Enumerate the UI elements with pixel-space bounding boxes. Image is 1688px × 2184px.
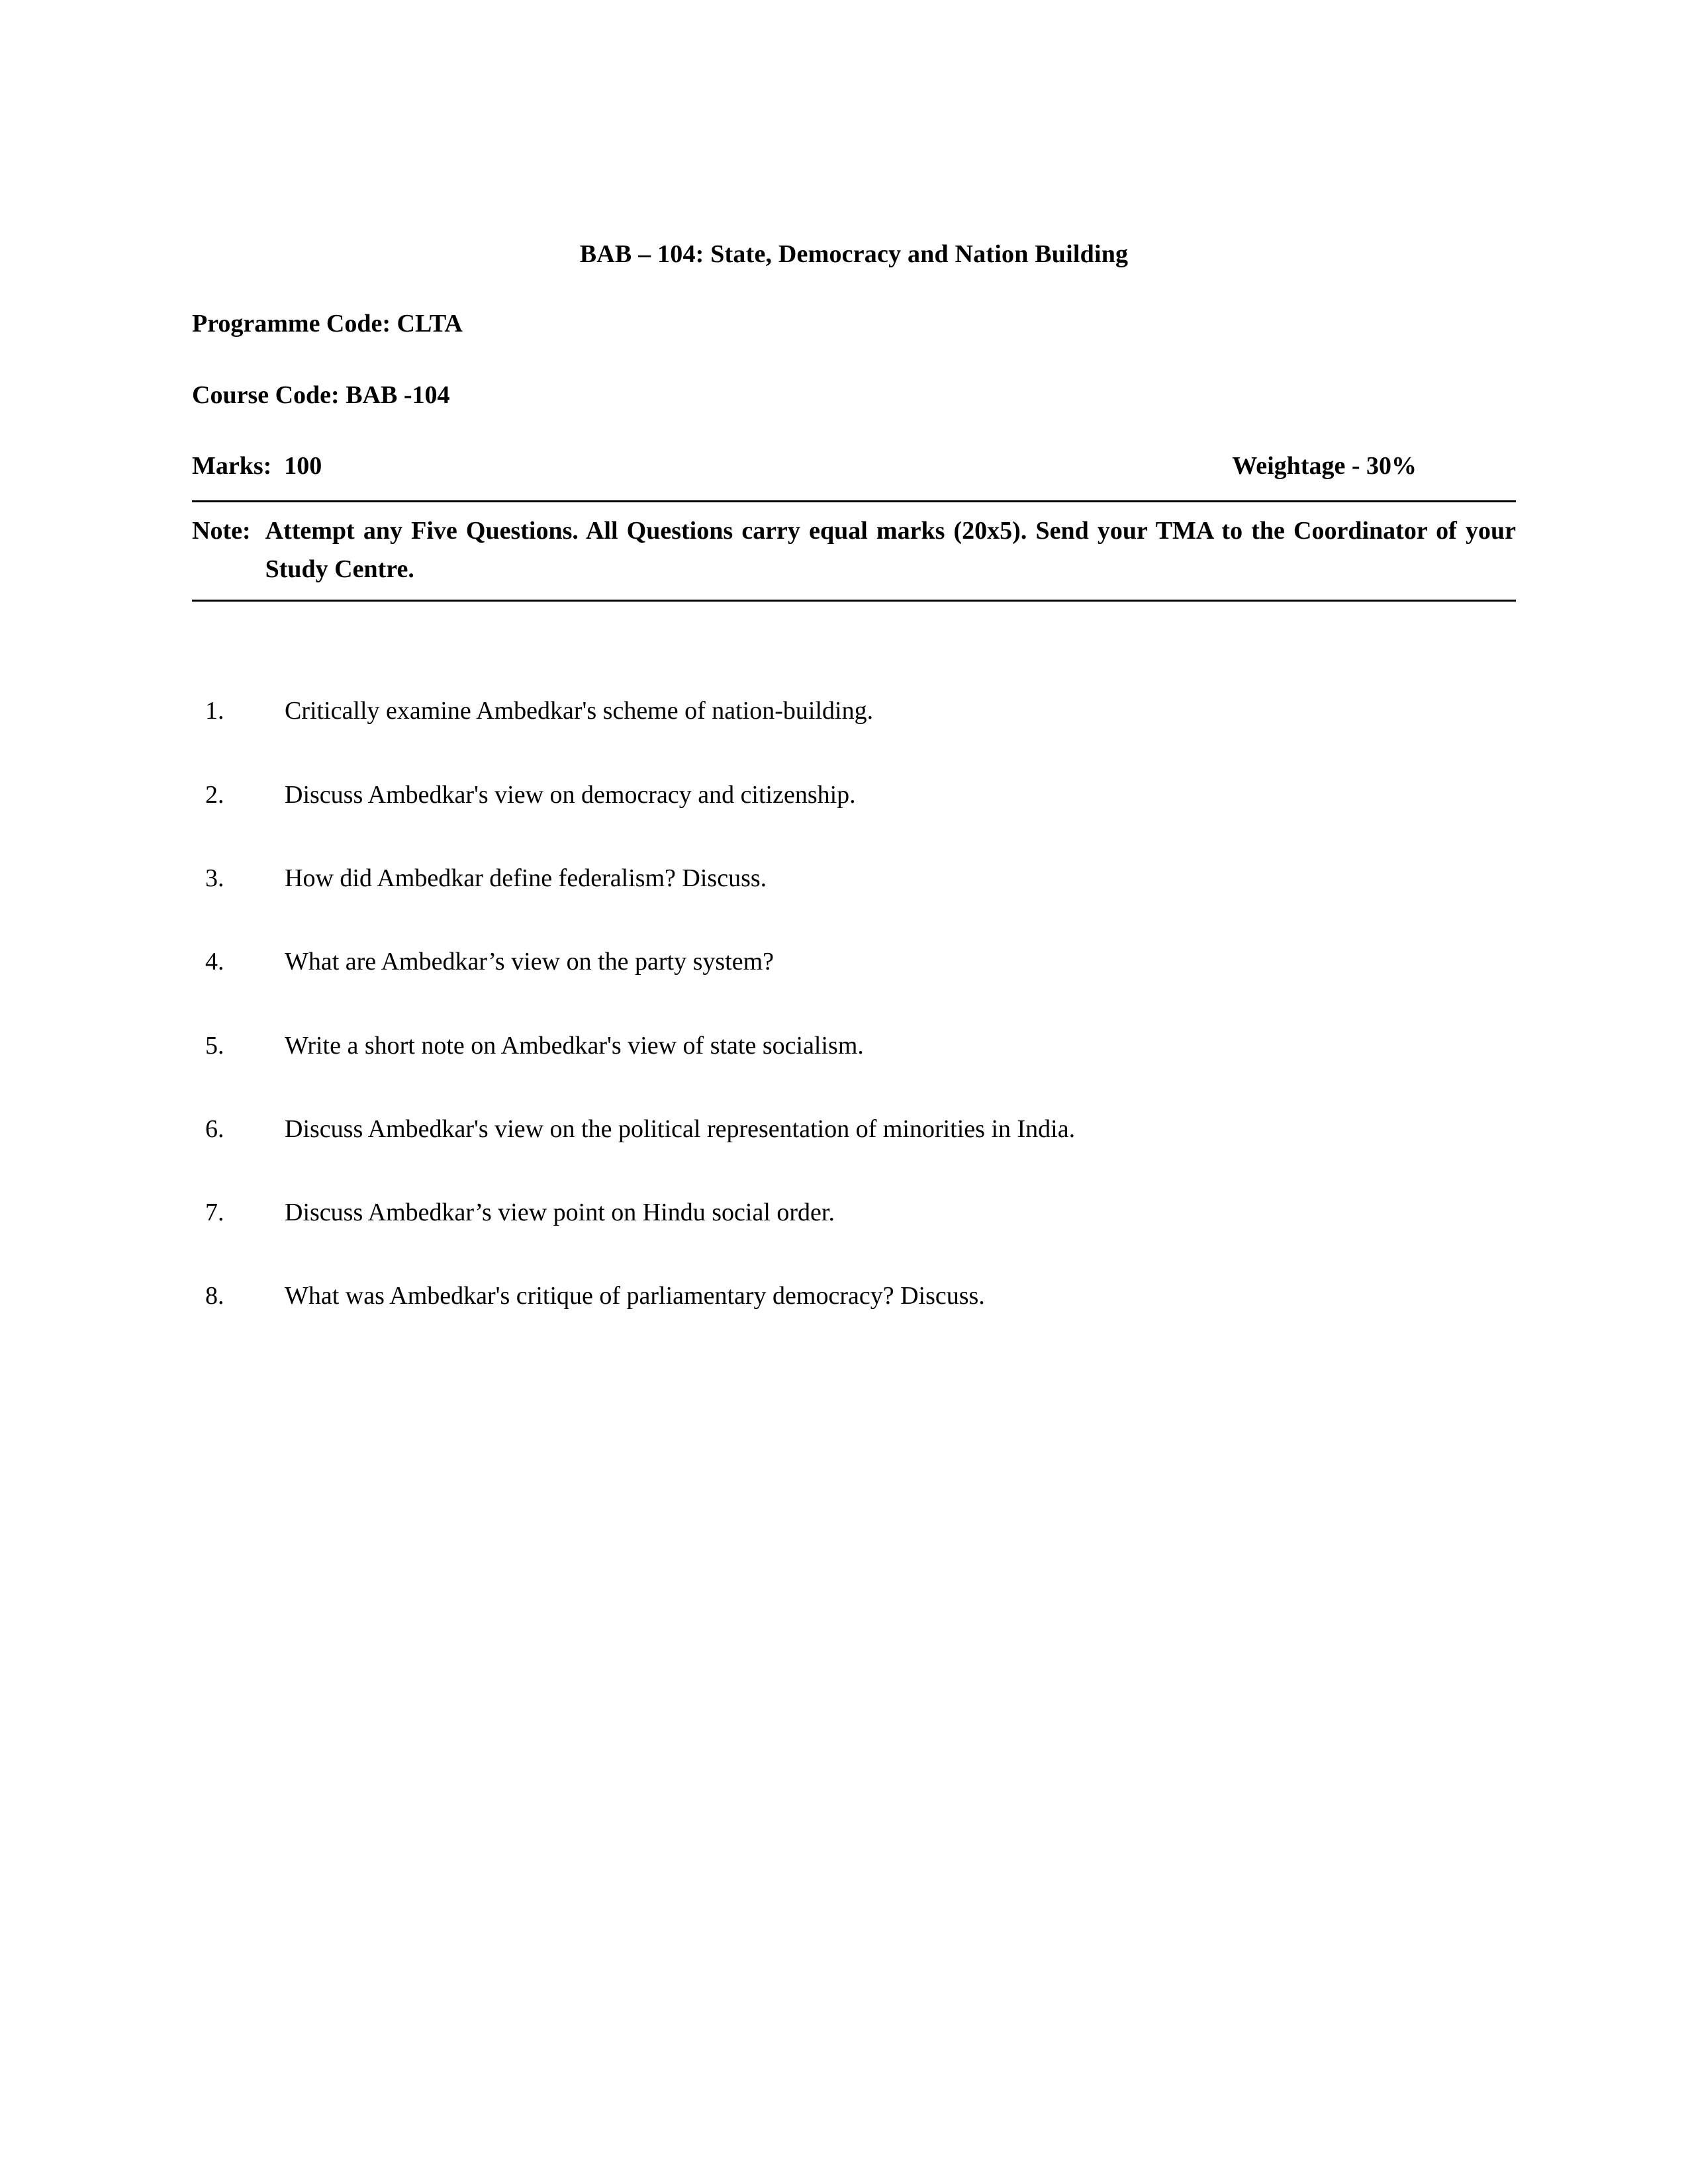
course-code: Course Code: BAB -104 [192, 381, 450, 409]
marks-value: Marks: 100 [192, 452, 322, 480]
question-number: 7. [205, 1199, 224, 1227]
list-item [192, 862, 1516, 895]
list-item [192, 1279, 1516, 1313]
question-number: 2. [205, 780, 224, 809]
question-text: What was Ambedkar's critique of parliamentary democracy? Discuss. [285, 1282, 985, 1310]
list-item [192, 694, 1516, 728]
programme-code: Programme Code: CLTA [192, 310, 463, 338]
question-text: What are Ambedkar’s view on the party system? [285, 948, 774, 976]
marks-weightage-row [192, 450, 1516, 482]
question-number: 8. [205, 1282, 224, 1310]
note-text: Attempt any Five Questions. All Questions carry equal marks (20x5). Send your TMA to the Coordinator of your Study Centre. [265, 516, 1516, 584]
questions-list [192, 694, 1516, 1313]
question-number: 1. [205, 697, 224, 725]
question-text: How did Ambedkar define federalism? Discuss. [285, 864, 767, 892]
question-text: Discuss Ambedkar’s view point on Hindu social order. [285, 1199, 835, 1227]
question-text: Critically examine Ambedkar's scheme of nation-building. [285, 697, 874, 725]
list-item [192, 945, 1516, 979]
question-text: Discuss Ambedkar's view on democracy and citizenship. [285, 780, 856, 809]
question-number: 6. [205, 1115, 224, 1143]
question-number: 4. [205, 948, 224, 976]
list-item [192, 1196, 1516, 1230]
document-body [192, 238, 1516, 1363]
question-number: 5. [205, 1031, 224, 1060]
list-item [192, 778, 1516, 812]
page-title: BAB – 104: State, Democracy and Nation Building [579, 240, 1129, 268]
note-block [192, 500, 1516, 602]
weightage-value: Weightage - 30% [1232, 452, 1417, 480]
question-text: Discuss Ambedkar's view on the political representation of minorities in India. [285, 1115, 1076, 1143]
note-label: Note: [192, 516, 251, 545]
question-text: Write a short note on Ambedkar's view of state socialism. [285, 1031, 864, 1060]
list-item [192, 1113, 1516, 1146]
list-item [192, 1029, 1516, 1063]
question-number: 3. [205, 864, 224, 892]
